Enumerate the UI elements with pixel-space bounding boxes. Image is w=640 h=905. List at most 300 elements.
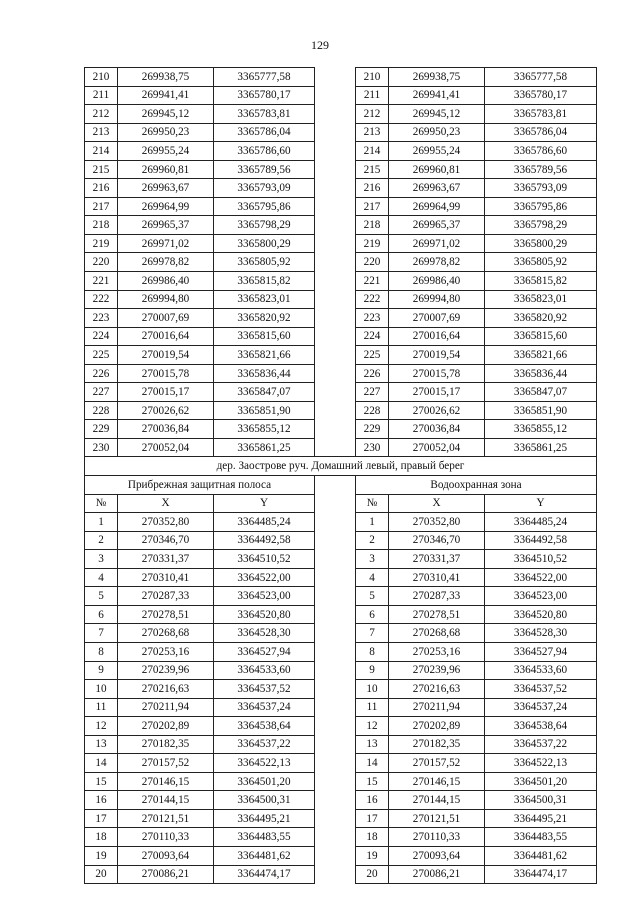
y-coordinate-cell: 3365823,01 xyxy=(214,290,315,309)
y-coordinate-cell: 3364483,55 xyxy=(485,828,597,847)
point-number-cell: 214 xyxy=(356,142,389,161)
y-coordinate-cell: 3365820,92 xyxy=(214,309,315,328)
point-number-cell: 9 xyxy=(85,661,118,680)
y-coordinate-cell: 3365851,90 xyxy=(485,401,597,420)
point-number-cell: 11 xyxy=(356,698,389,717)
y-coordinate-cell: 3365815,60 xyxy=(214,327,315,346)
point-number-cell: 12 xyxy=(85,717,118,736)
x-coordinate-cell: 270015,17 xyxy=(389,383,485,402)
table-row xyxy=(85,123,597,142)
table-row xyxy=(85,68,597,87)
x-coordinate-cell: 270346,70 xyxy=(118,531,214,550)
x-coordinate-cell: 270182,35 xyxy=(118,735,214,754)
y-coordinate-cell: 3364495,21 xyxy=(214,809,315,828)
point-number-cell: 214 xyxy=(85,142,118,161)
y-coordinate-cell: 3364483,55 xyxy=(214,828,315,847)
y-coordinate-cell: 3364528,30 xyxy=(485,624,597,643)
y-coordinate-cell: 3365821,66 xyxy=(485,346,597,365)
y-coordinate-cell: 3364537,24 xyxy=(485,698,597,717)
y-coordinate-cell: 3364492,58 xyxy=(485,531,597,550)
y-coordinate-cell: 3365783,81 xyxy=(214,105,315,124)
point-number-cell: 216 xyxy=(356,179,389,198)
point-number-cell: 7 xyxy=(85,624,118,643)
x-coordinate-cell: 270036,84 xyxy=(118,420,214,439)
column-gap xyxy=(315,272,356,291)
table-row xyxy=(85,364,597,383)
column-gap xyxy=(315,179,356,198)
table-row xyxy=(85,420,597,439)
x-coordinate-cell: 269963,67 xyxy=(118,179,214,198)
y-coordinate-cell: 3365800,29 xyxy=(214,234,315,253)
x-coordinate-cell: 270019,54 xyxy=(118,346,214,365)
x-coordinate-cell: 270202,89 xyxy=(118,717,214,736)
x-coordinate-cell: 270016,64 xyxy=(389,327,485,346)
x-coordinate-cell: 269994,80 xyxy=(118,290,214,309)
y-coordinate-cell: 3364500,31 xyxy=(214,791,315,810)
table-row xyxy=(85,624,597,643)
column-gap xyxy=(315,476,356,495)
y-coordinate-cell: 3364510,52 xyxy=(485,550,597,569)
x-coordinate-cell: 269971,02 xyxy=(389,234,485,253)
column-gap xyxy=(315,142,356,161)
x-coordinate-cell: 269964,99 xyxy=(118,197,214,216)
x-coordinate-cell: 269986,40 xyxy=(389,272,485,291)
x-coordinate-cell: 270036,84 xyxy=(389,420,485,439)
column-gap xyxy=(315,420,356,439)
y-coordinate-cell: 3365836,44 xyxy=(485,364,597,383)
column-gap xyxy=(315,234,356,253)
page-number: 129 xyxy=(311,38,329,52)
x-coordinate-cell: 270211,94 xyxy=(118,698,214,717)
column-gap xyxy=(315,327,356,346)
coordinates-table xyxy=(84,67,597,884)
y-coordinate-cell: 3365836,44 xyxy=(214,364,315,383)
point-number-cell: 211 xyxy=(85,86,118,105)
point-number-cell: 8 xyxy=(85,642,118,661)
x-coordinate-cell: 270016,64 xyxy=(118,327,214,346)
x-coordinate-cell: 270015,78 xyxy=(389,364,485,383)
x-coordinate-cell: 269955,24 xyxy=(389,142,485,161)
x-coordinate-cell: 270015,78 xyxy=(118,364,214,383)
y-coordinate-cell: 3365805,92 xyxy=(485,253,597,272)
table-row xyxy=(85,253,597,272)
x-coordinate-cell: 269941,41 xyxy=(389,86,485,105)
table-row xyxy=(85,772,597,791)
point-number-cell: 229 xyxy=(356,420,389,439)
right-zone-title: Водоохранная зона xyxy=(356,476,597,495)
column-gap xyxy=(315,216,356,235)
table-row xyxy=(85,197,597,216)
table-row xyxy=(85,809,597,828)
point-number-cell: 6 xyxy=(356,605,389,624)
x-coordinate-cell: 269971,02 xyxy=(118,234,214,253)
point-number-cell: 222 xyxy=(85,290,118,309)
x-coordinate-cell: 270331,37 xyxy=(118,550,214,569)
x-coordinate-cell: 270211,94 xyxy=(389,698,485,717)
x-coordinate-cell: 270026,62 xyxy=(389,401,485,420)
point-number-cell: 230 xyxy=(356,438,389,457)
point-number-cell: 210 xyxy=(356,68,389,87)
column-gap xyxy=(315,197,356,216)
header-row xyxy=(85,494,597,513)
x-coordinate-cell: 270093,64 xyxy=(118,846,214,865)
column-gap xyxy=(315,346,356,365)
point-number-cell: 1 xyxy=(356,513,389,532)
column-gap xyxy=(315,828,356,847)
y-coordinate-cell: 3365821,66 xyxy=(214,346,315,365)
table-row xyxy=(85,438,597,457)
column-gap xyxy=(315,680,356,699)
x-coordinate-cell: 269938,75 xyxy=(389,68,485,87)
x-coordinate-cell: 269945,12 xyxy=(118,105,214,124)
table-row xyxy=(85,216,597,235)
x-coordinate-cell: 270121,51 xyxy=(389,809,485,828)
table-row xyxy=(85,828,597,847)
y-coordinate-cell: 3365855,12 xyxy=(214,420,315,439)
point-number-cell: 228 xyxy=(85,401,118,420)
x-coordinate-cell: 270310,41 xyxy=(389,568,485,587)
x-coordinate-cell: 270110,33 xyxy=(389,828,485,847)
x-coordinate-cell: 270052,04 xyxy=(118,438,214,457)
point-number-cell: 220 xyxy=(356,253,389,272)
x-coordinate-cell: 270007,69 xyxy=(389,309,485,328)
y-coordinate-cell: 3365795,86 xyxy=(485,197,597,216)
y-coordinate-cell: 3365783,81 xyxy=(485,105,597,124)
x-coordinate-cell: 270202,89 xyxy=(389,717,485,736)
x-coordinate-cell: 270331,37 xyxy=(389,550,485,569)
y-coordinate-cell: 3365861,25 xyxy=(214,438,315,457)
x-coordinate-cell: 270268,68 xyxy=(118,624,214,643)
y-coordinate-cell: 3364492,58 xyxy=(214,531,315,550)
y-coordinate-cell: 3365847,07 xyxy=(485,383,597,402)
x-coordinate-cell: 270182,35 xyxy=(389,735,485,754)
point-number-cell: 218 xyxy=(85,216,118,235)
y-coordinate-cell: 3365820,92 xyxy=(485,309,597,328)
point-number-cell: 5 xyxy=(356,587,389,606)
zone-title-row xyxy=(85,476,597,495)
header-number: № xyxy=(85,494,118,513)
point-number-cell: 6 xyxy=(85,605,118,624)
y-coordinate-cell: 3365847,07 xyxy=(214,383,315,402)
header-x: X xyxy=(118,494,214,513)
header-y: Y xyxy=(485,494,597,513)
point-number-cell: 222 xyxy=(356,290,389,309)
column-gap xyxy=(315,383,356,402)
y-coordinate-cell: 3364537,24 xyxy=(214,698,315,717)
point-number-cell: 215 xyxy=(85,160,118,179)
point-number-cell: 7 xyxy=(356,624,389,643)
point-number-cell: 13 xyxy=(85,735,118,754)
column-gap xyxy=(315,642,356,661)
column-gap xyxy=(315,624,356,643)
point-number-cell: 211 xyxy=(356,86,389,105)
x-coordinate-cell: 270121,51 xyxy=(118,809,214,828)
y-coordinate-cell: 3364522,00 xyxy=(485,568,597,587)
x-coordinate-cell: 270144,15 xyxy=(389,791,485,810)
y-coordinate-cell: 3365861,25 xyxy=(485,438,597,457)
point-number-cell: 8 xyxy=(356,642,389,661)
y-coordinate-cell: 3365798,29 xyxy=(214,216,315,235)
table-row xyxy=(85,105,597,124)
x-coordinate-cell: 270110,33 xyxy=(118,828,214,847)
y-coordinate-cell: 3365815,60 xyxy=(485,327,597,346)
column-gap xyxy=(315,568,356,587)
table-row xyxy=(85,846,597,865)
column-gap xyxy=(315,105,356,124)
y-coordinate-cell: 3365786,60 xyxy=(214,142,315,161)
column-gap xyxy=(315,809,356,828)
y-coordinate-cell: 3365823,01 xyxy=(485,290,597,309)
point-number-cell: 18 xyxy=(356,828,389,847)
section-title: дер. Заострове руч. Домашний левый, правый берег xyxy=(85,457,597,476)
y-coordinate-cell: 3364520,80 xyxy=(485,605,597,624)
y-coordinate-cell: 3365798,29 xyxy=(485,216,597,235)
y-coordinate-cell: 3364474,17 xyxy=(214,865,315,884)
x-coordinate-cell: 269938,75 xyxy=(118,68,214,87)
column-gap xyxy=(315,290,356,309)
x-coordinate-cell: 270216,63 xyxy=(389,680,485,699)
point-number-cell: 20 xyxy=(356,865,389,884)
y-coordinate-cell: 3365780,17 xyxy=(214,86,315,105)
point-number-cell: 213 xyxy=(356,123,389,142)
point-number-cell: 14 xyxy=(85,754,118,773)
x-coordinate-cell: 270157,52 xyxy=(118,754,214,773)
point-number-cell: 215 xyxy=(356,160,389,179)
column-gap xyxy=(315,661,356,680)
column-gap xyxy=(315,309,356,328)
table-row xyxy=(85,568,597,587)
y-coordinate-cell: 3364500,31 xyxy=(485,791,597,810)
point-number-cell: 220 xyxy=(85,253,118,272)
column-gap xyxy=(315,401,356,420)
point-number-cell: 226 xyxy=(85,364,118,383)
x-coordinate-cell: 269963,67 xyxy=(389,179,485,198)
point-number-cell: 216 xyxy=(85,179,118,198)
y-coordinate-cell: 3365800,29 xyxy=(485,234,597,253)
y-coordinate-cell: 3365795,86 xyxy=(214,197,315,216)
point-number-cell: 225 xyxy=(356,346,389,365)
table-row xyxy=(85,717,597,736)
point-number-cell: 11 xyxy=(85,698,118,717)
point-number-cell: 228 xyxy=(356,401,389,420)
y-coordinate-cell: 3365815,82 xyxy=(485,272,597,291)
point-number-cell: 221 xyxy=(356,272,389,291)
y-coordinate-cell: 3365789,56 xyxy=(485,160,597,179)
y-coordinate-cell: 3364510,52 xyxy=(214,550,315,569)
y-coordinate-cell: 3364537,22 xyxy=(214,735,315,754)
column-gap xyxy=(315,160,356,179)
column-gap xyxy=(315,791,356,810)
point-number-cell: 221 xyxy=(85,272,118,291)
point-number-cell: 4 xyxy=(85,568,118,587)
table-row xyxy=(85,531,597,550)
y-coordinate-cell: 3364528,30 xyxy=(214,624,315,643)
table-row xyxy=(85,234,597,253)
table-row xyxy=(85,179,597,198)
x-coordinate-cell: 269941,41 xyxy=(118,86,214,105)
y-coordinate-cell: 3365805,92 xyxy=(214,253,315,272)
y-coordinate-cell: 3364523,00 xyxy=(485,587,597,606)
y-coordinate-cell: 3364537,22 xyxy=(485,735,597,754)
point-number-cell: 210 xyxy=(85,68,118,87)
point-number-cell: 18 xyxy=(85,828,118,847)
table-row xyxy=(85,661,597,680)
point-number-cell: 213 xyxy=(85,123,118,142)
x-coordinate-cell: 270019,54 xyxy=(389,346,485,365)
x-coordinate-cell: 270287,33 xyxy=(389,587,485,606)
column-gap xyxy=(315,772,356,791)
x-coordinate-cell: 269950,23 xyxy=(118,123,214,142)
point-number-cell: 223 xyxy=(85,309,118,328)
point-number-cell: 15 xyxy=(85,772,118,791)
x-coordinate-cell: 270239,96 xyxy=(389,661,485,680)
column-gap xyxy=(315,605,356,624)
y-coordinate-cell: 3365777,58 xyxy=(214,68,315,87)
point-number-cell: 229 xyxy=(85,420,118,439)
y-coordinate-cell: 3365780,17 xyxy=(485,86,597,105)
x-coordinate-cell: 270346,70 xyxy=(389,531,485,550)
point-number-cell: 226 xyxy=(356,364,389,383)
point-number-cell: 15 xyxy=(356,772,389,791)
x-coordinate-cell: 270253,16 xyxy=(389,642,485,661)
y-coordinate-cell: 3364523,00 xyxy=(214,587,315,606)
point-number-cell: 212 xyxy=(85,105,118,124)
table-row xyxy=(85,698,597,717)
y-coordinate-cell: 3364485,24 xyxy=(485,513,597,532)
x-coordinate-cell: 270310,41 xyxy=(118,568,214,587)
point-number-cell: 223 xyxy=(356,309,389,328)
y-coordinate-cell: 3365786,04 xyxy=(485,123,597,142)
point-number-cell: 16 xyxy=(85,791,118,810)
y-coordinate-cell: 3365793,09 xyxy=(485,179,597,198)
point-number-cell: 217 xyxy=(85,197,118,216)
y-coordinate-cell: 3364522,00 xyxy=(214,568,315,587)
point-number-cell: 19 xyxy=(356,846,389,865)
x-coordinate-cell: 269960,81 xyxy=(389,160,485,179)
table-row xyxy=(85,735,597,754)
header-y: Y xyxy=(214,494,315,513)
table-row xyxy=(85,680,597,699)
column-gap xyxy=(315,494,356,513)
point-number-cell: 227 xyxy=(85,383,118,402)
x-coordinate-cell: 269965,37 xyxy=(389,216,485,235)
point-number-cell: 218 xyxy=(356,216,389,235)
column-gap xyxy=(315,717,356,736)
x-coordinate-cell: 269986,40 xyxy=(118,272,214,291)
point-number-cell: 17 xyxy=(356,809,389,828)
x-coordinate-cell: 270253,16 xyxy=(118,642,214,661)
table-row xyxy=(85,327,597,346)
table-row xyxy=(85,754,597,773)
point-number-cell: 1 xyxy=(85,513,118,532)
table-row xyxy=(85,513,597,532)
y-coordinate-cell: 3365777,58 xyxy=(485,68,597,87)
y-coordinate-cell: 3365851,90 xyxy=(214,401,315,420)
point-number-cell: 2 xyxy=(85,531,118,550)
point-number-cell: 13 xyxy=(356,735,389,754)
point-number-cell: 3 xyxy=(85,550,118,569)
x-coordinate-cell: 270007,69 xyxy=(118,309,214,328)
table-row xyxy=(85,550,597,569)
x-coordinate-cell: 270086,21 xyxy=(118,865,214,884)
point-number-cell: 10 xyxy=(85,680,118,699)
y-coordinate-cell: 3364481,62 xyxy=(485,846,597,865)
x-coordinate-cell: 270015,17 xyxy=(118,383,214,402)
x-coordinate-cell: 270268,68 xyxy=(389,624,485,643)
section-title-row xyxy=(85,457,597,476)
x-coordinate-cell: 269964,99 xyxy=(389,197,485,216)
y-coordinate-cell: 3364485,24 xyxy=(214,513,315,532)
point-number-cell: 16 xyxy=(356,791,389,810)
point-number-cell: 224 xyxy=(356,327,389,346)
y-coordinate-cell: 3364481,62 xyxy=(214,846,315,865)
column-gap xyxy=(315,364,356,383)
table-row xyxy=(85,865,597,884)
point-number-cell: 224 xyxy=(85,327,118,346)
table-row xyxy=(85,290,597,309)
point-number-cell: 5 xyxy=(85,587,118,606)
table-row xyxy=(85,791,597,810)
table-row xyxy=(85,346,597,365)
y-coordinate-cell: 3365793,09 xyxy=(214,179,315,198)
y-coordinate-cell: 3365789,56 xyxy=(214,160,315,179)
coordinates-table-body xyxy=(85,68,597,884)
y-coordinate-cell: 3364538,64 xyxy=(214,717,315,736)
x-coordinate-cell: 270093,64 xyxy=(389,846,485,865)
x-coordinate-cell: 270052,04 xyxy=(389,438,485,457)
column-gap xyxy=(315,865,356,884)
y-coordinate-cell: 3365786,04 xyxy=(214,123,315,142)
column-gap xyxy=(315,68,356,87)
y-coordinate-cell: 3364501,20 xyxy=(214,772,315,791)
column-gap xyxy=(315,698,356,717)
table-row xyxy=(85,587,597,606)
y-coordinate-cell: 3364537,52 xyxy=(214,680,315,699)
x-coordinate-cell: 270086,21 xyxy=(389,865,485,884)
y-coordinate-cell: 3365815,82 xyxy=(214,272,315,291)
y-coordinate-cell: 3364501,20 xyxy=(485,772,597,791)
y-coordinate-cell: 3364520,80 xyxy=(214,605,315,624)
point-number-cell: 12 xyxy=(356,717,389,736)
x-coordinate-cell: 269955,24 xyxy=(118,142,214,161)
point-number-cell: 227 xyxy=(356,383,389,402)
column-gap xyxy=(315,253,356,272)
x-coordinate-cell: 270278,51 xyxy=(389,605,485,624)
y-coordinate-cell: 3364527,94 xyxy=(214,642,315,661)
column-gap xyxy=(315,531,356,550)
y-coordinate-cell: 3365786,60 xyxy=(485,142,597,161)
point-number-cell: 17 xyxy=(85,809,118,828)
column-gap xyxy=(315,587,356,606)
column-gap xyxy=(315,438,356,457)
point-number-cell: 225 xyxy=(85,346,118,365)
point-number-cell: 10 xyxy=(356,680,389,699)
column-gap xyxy=(315,735,356,754)
y-coordinate-cell: 3364522,13 xyxy=(214,754,315,773)
point-number-cell: 230 xyxy=(85,438,118,457)
x-coordinate-cell: 270278,51 xyxy=(118,605,214,624)
column-gap xyxy=(315,550,356,569)
point-number-cell: 9 xyxy=(356,661,389,680)
point-number-cell: 217 xyxy=(356,197,389,216)
point-number-cell: 212 xyxy=(356,105,389,124)
y-coordinate-cell: 3364522,13 xyxy=(485,754,597,773)
x-coordinate-cell: 270146,15 xyxy=(389,772,485,791)
table-row xyxy=(85,86,597,105)
point-number-cell: 19 xyxy=(85,846,118,865)
column-gap xyxy=(315,846,356,865)
point-number-cell: 4 xyxy=(356,568,389,587)
